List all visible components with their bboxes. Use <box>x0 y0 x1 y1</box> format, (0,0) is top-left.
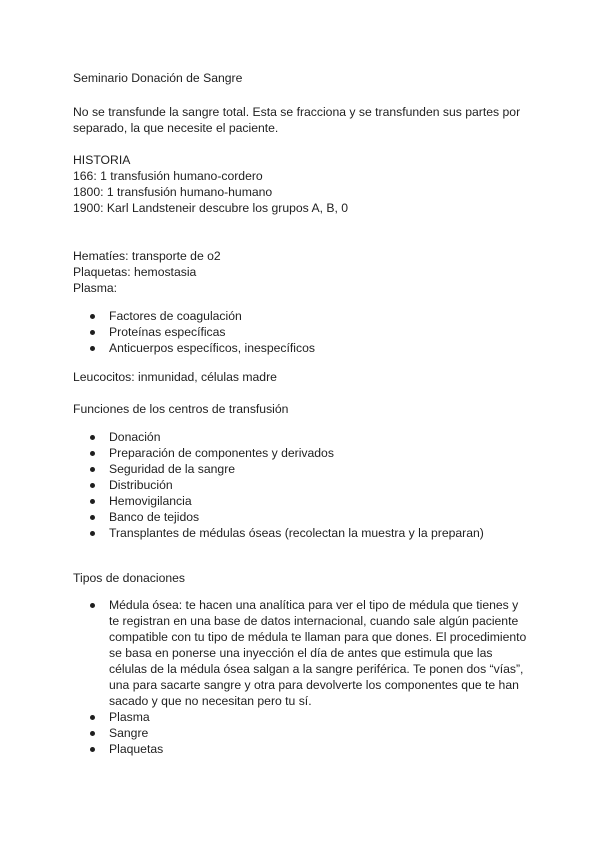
list-item: Distribución <box>73 477 533 493</box>
historia-heading: HISTORIA <box>73 153 131 167</box>
leucocitos-line: Leucocitos: inmunidad, células madre <box>73 370 277 384</box>
historia-section <box>73 152 533 216</box>
medula-text <box>109 597 534 709</box>
list-item: Preparación de componentes y derivados <box>73 445 533 461</box>
medula-line: compatible con tu tipo de médula te llaman para que dones. El procedimiento <box>109 630 527 644</box>
list-item: Hemovigilancia <box>73 493 533 509</box>
list-item: Seguridad de la sangre <box>73 461 533 477</box>
list-item: Sangre <box>73 725 533 741</box>
list-item: Plasma <box>73 709 533 725</box>
medula-line: se basa en ponerse una inyección el día de antes que estimula que las <box>109 646 493 660</box>
medula-line: células de la médula ósea salgan a la sangre periférica. Te ponen dos “vías”, <box>109 662 524 676</box>
funciones-heading: Funciones de los centros de transfusión <box>73 402 289 416</box>
tipos-list <box>73 597 533 757</box>
tipos-heading: Tipos de donaciones <box>73 571 186 585</box>
list-item: Banco de tejidos <box>73 509 533 525</box>
medula-line: te registran en una base de datos internacional, cuando sale algún paciente <box>109 614 519 628</box>
medula-line: sacado y que no necesitan pero tu sí. <box>109 694 312 708</box>
componente-line: Plasma: <box>73 281 118 295</box>
componente-line: Hematíes: transporte de o2 <box>73 249 221 263</box>
historia-line: 1900: Karl Landsteneir descubre los grupos A, B, 0 <box>73 201 349 215</box>
list-item: Anticuerpos específicos, inespecíficos <box>73 340 533 356</box>
intro-line: No se transfunde la sangre total. Esta se fracciona y se transfunden sus partes por <box>73 105 521 119</box>
componentes-section <box>73 248 533 296</box>
medula-line: una para sacarte sangre y otra para devolverte los componentes que te han <box>109 678 519 692</box>
medula-line: Médula ósea: te hacen una analítica para ver el tipo de médula que tienes y <box>109 598 519 612</box>
plasma-list <box>73 308 533 356</box>
list-item-medula <box>73 597 533 709</box>
list-item: Donación <box>73 429 533 445</box>
list-item: Factores de coagulación <box>73 308 533 324</box>
funciones-list <box>73 429 533 541</box>
list-item: Proteínas específicas <box>73 324 533 340</box>
componente-line: Plaquetas: hemostasia <box>73 265 197 279</box>
document-title: Seminario Donación de Sangre <box>73 71 243 85</box>
intro-line: separado, la que necesite el paciente. <box>73 121 279 135</box>
historia-line: 1800: 1 transfusión humano-humano <box>73 185 273 199</box>
list-item: Transplantes de médulas óseas (recolectan la muestra y la preparan) <box>73 525 533 541</box>
historia-line: 166: 1 transfusión humano-cordero <box>73 169 263 183</box>
list-item: Plaquetas <box>73 741 533 757</box>
intro-paragraph <box>73 104 533 136</box>
